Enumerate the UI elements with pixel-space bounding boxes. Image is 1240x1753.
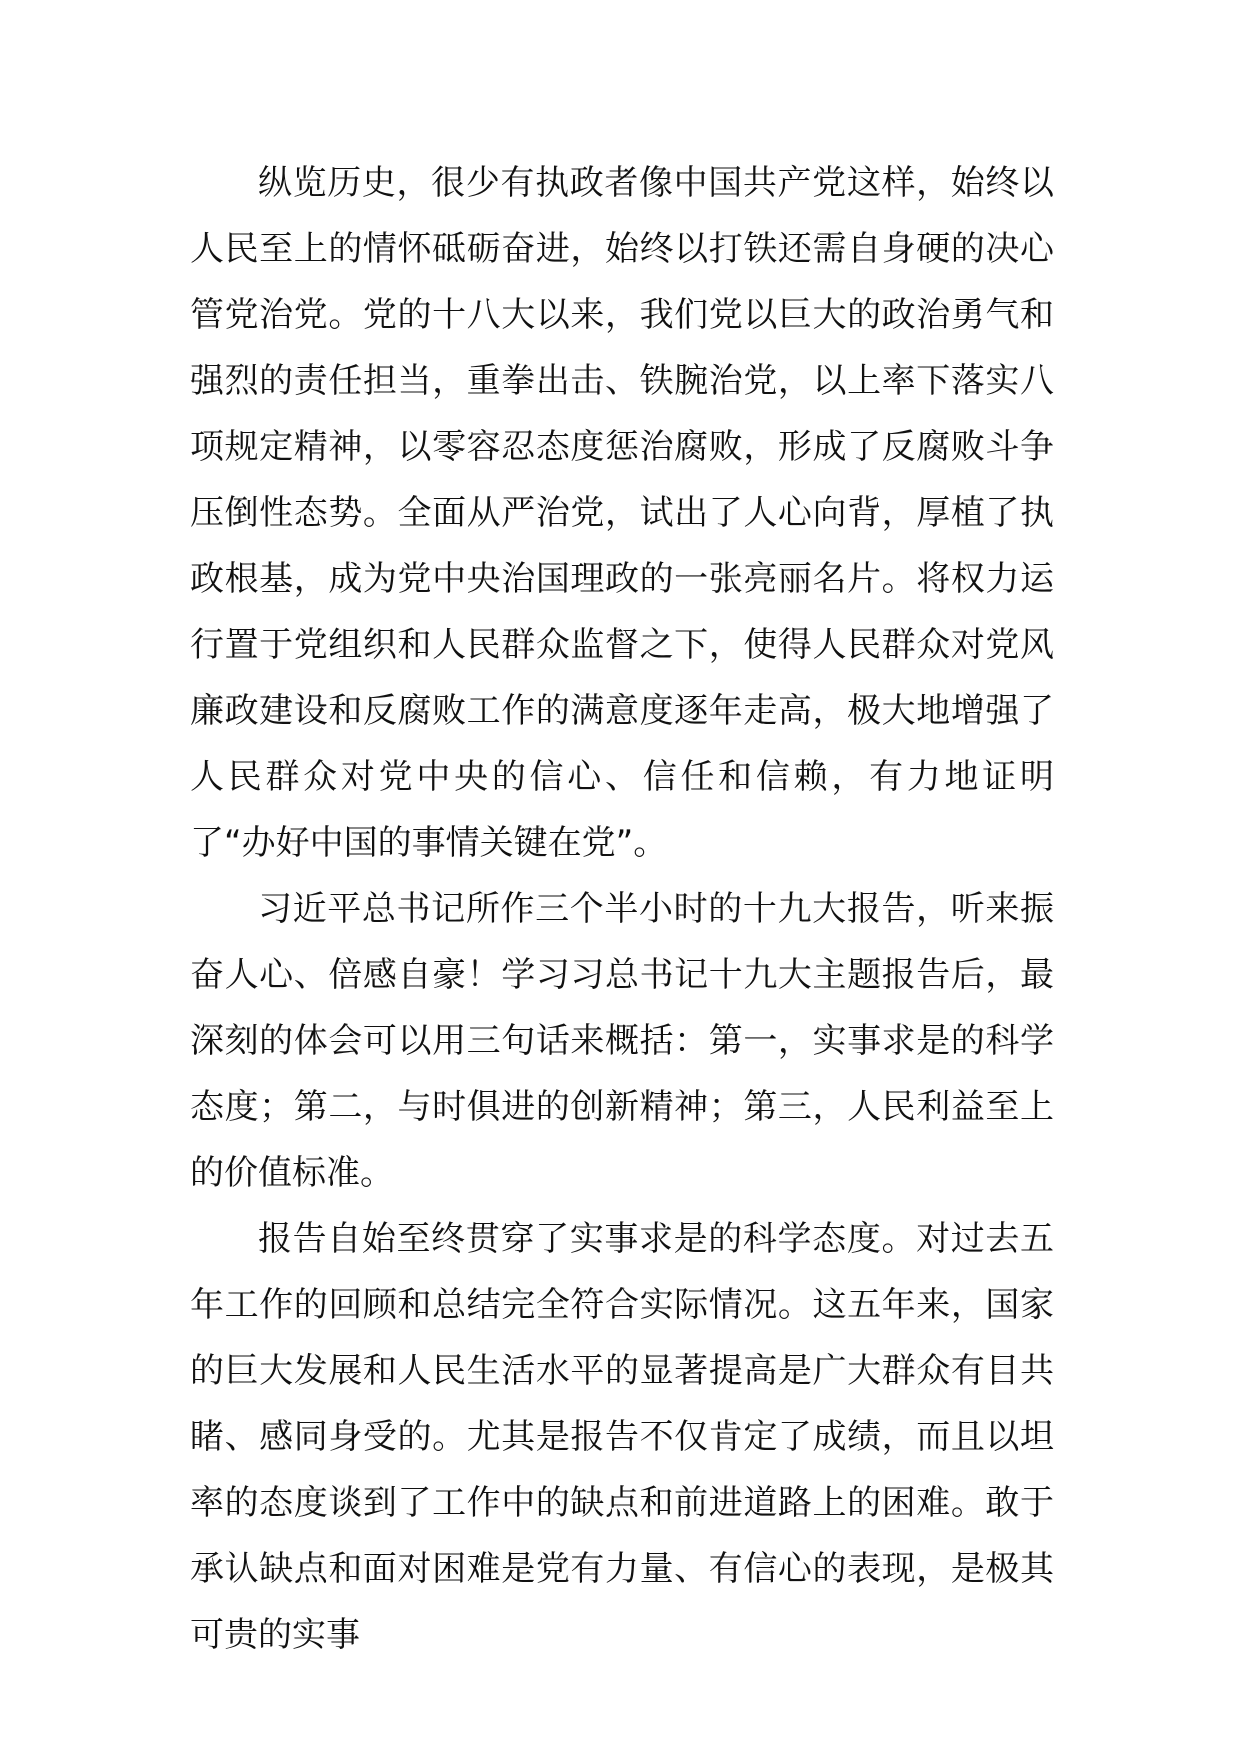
paragraph-3: 报告自始至终贯穿了实事求是的科学态度。对过去五年工作的回顾和总结完全符合实际情况。这五年来，国家的巨大发展和人民生活水平的显著提高是广大群众有目共睹、感同身受的。尤其是报告不仅肯定了成绩，而且以坦率的态度谈到了工作中的缺点和前进道路上的困难。敢于承认缺点和面对困难是党有力量、有信心的表现，是极其可贵的实事 — [190, 1219, 1054, 1655]
paragraph-1: 纵览历史，很少有执政者像中国共产党这样，始终以人民至上的情怀砥砺奋进，始终以打铁还需自身硬的决心管党治党。党的十八大以来，我们党以巨大的政治勇气和强烈的责任担当，重拳出击、铁腕治党，以上率下落实八项规定精神，以零容忍态度惩治腐败，形成了反腐败斗争压倒性态势。全面从严治党，试出了人心向背，厚植了执政根基，成为党中央治国理政的一张亮丽名片。将权力运行置于党组织和人民群众监督之下，使得人民群众对党风廉政建设和反腐败工作的满意度逐年走高，极大地增强了人民群众对党中央的信心、信任和信赖，有力地证明了“办好中国的事情关键在党”。 — [190, 163, 1054, 863]
body-text — [190, 150, 1054, 1668]
paragraph-2: 习近平总书记所作三个半小时的十九大报告，听来振奋人心、倍感自豪！学习习总书记十九大主题报告后，最深刻的体会可以用三句话来概括：第一，实事求是的科学态度；第二，与时俱进的创新精神；第三，人民利益至上的价值标准。 — [190, 889, 1054, 1193]
